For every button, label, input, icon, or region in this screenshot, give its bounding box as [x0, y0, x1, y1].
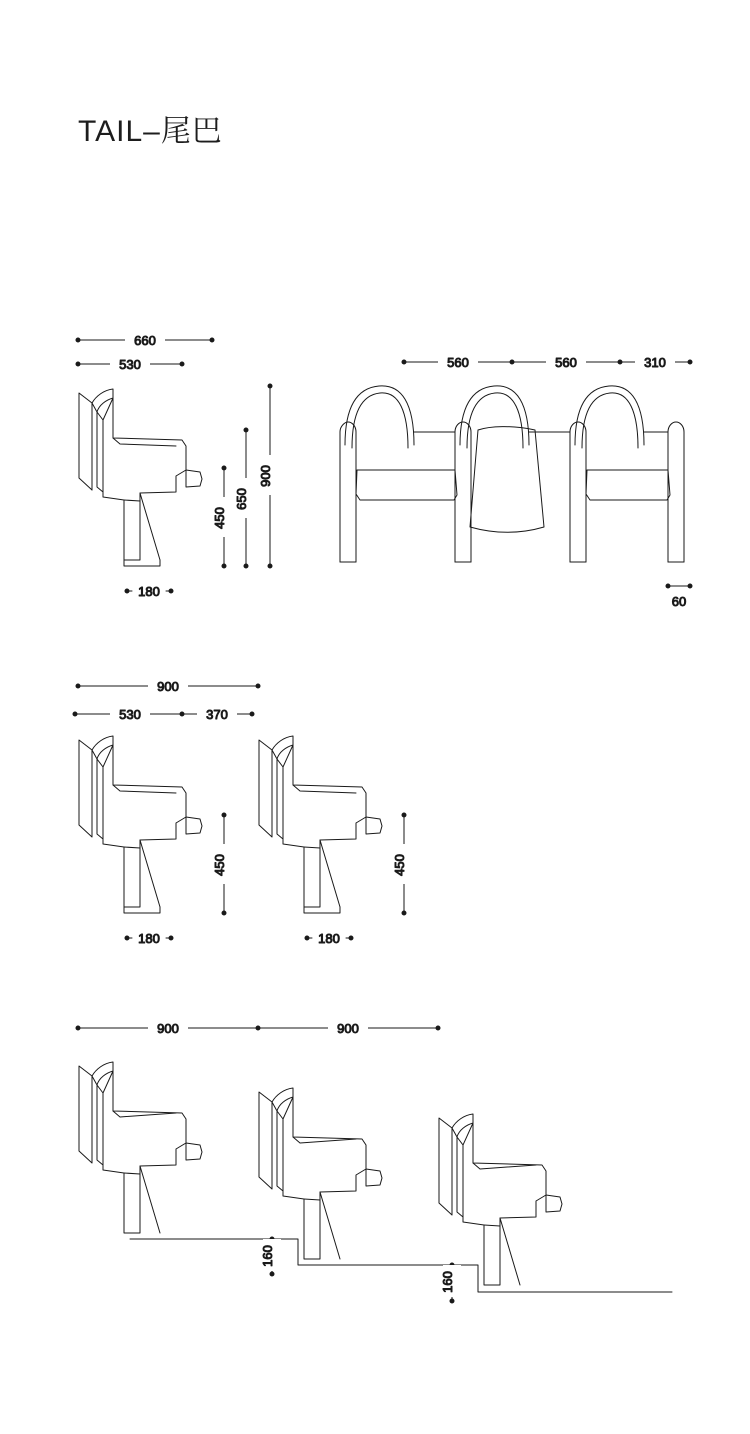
dim-group-60	[666, 584, 692, 609]
dim-660: 660	[134, 333, 156, 348]
dim-560-b: 560	[555, 355, 577, 370]
page-title: TAIL–尾巴	[78, 115, 223, 148]
dim-650: 650	[234, 488, 249, 510]
chair-tier-1	[79, 1062, 202, 1233]
dim-530-b: 530	[119, 707, 141, 722]
dim-group-650	[234, 428, 255, 568]
dim-900-pitch-1: 900	[157, 679, 179, 694]
dim-310: 310	[644, 355, 666, 370]
chair-tier-3	[439, 1114, 562, 1285]
view-front-row	[340, 353, 692, 562]
dim-group-180-c	[305, 931, 353, 946]
view-tiered-chairs	[76, 1019, 672, 1303]
dim-180-b: 180	[138, 931, 160, 946]
dim-160-a: 160	[260, 1245, 275, 1267]
dim-group-180-a	[125, 584, 173, 599]
dim-450-c: 450	[392, 854, 407, 876]
dim-group-450-c	[392, 813, 413, 915]
dim-group-900	[258, 384, 279, 568]
dim-900-pitch-3: 900	[337, 1021, 359, 1036]
dim-group-160-b	[440, 1263, 461, 1303]
dim-900-height: 900	[258, 465, 273, 487]
dim-900-pitch-2: 900	[157, 1021, 179, 1036]
dim-180-a: 180	[138, 584, 160, 599]
chair-tier-2	[259, 1088, 382, 1259]
chair-b	[259, 736, 382, 913]
chair-a	[79, 736, 202, 913]
dim-group-180-b	[125, 931, 173, 946]
dim-180-c: 180	[318, 931, 340, 946]
dim-group-450-b	[212, 813, 233, 915]
dim-group-160-a	[260, 1237, 281, 1276]
dim-group-450-a	[212, 466, 233, 568]
view-side-single	[76, 331, 214, 566]
dim-370: 370	[206, 707, 228, 722]
dim-450-a: 450	[212, 507, 227, 529]
dim-160-b: 160	[440, 1271, 455, 1293]
dim-450-b: 450	[212, 854, 227, 876]
view-side-two-chairs	[73, 677, 413, 946]
dim-560-a: 560	[447, 355, 469, 370]
dim-60: 60	[671, 594, 687, 609]
dim-530-side: 530	[119, 357, 141, 372]
